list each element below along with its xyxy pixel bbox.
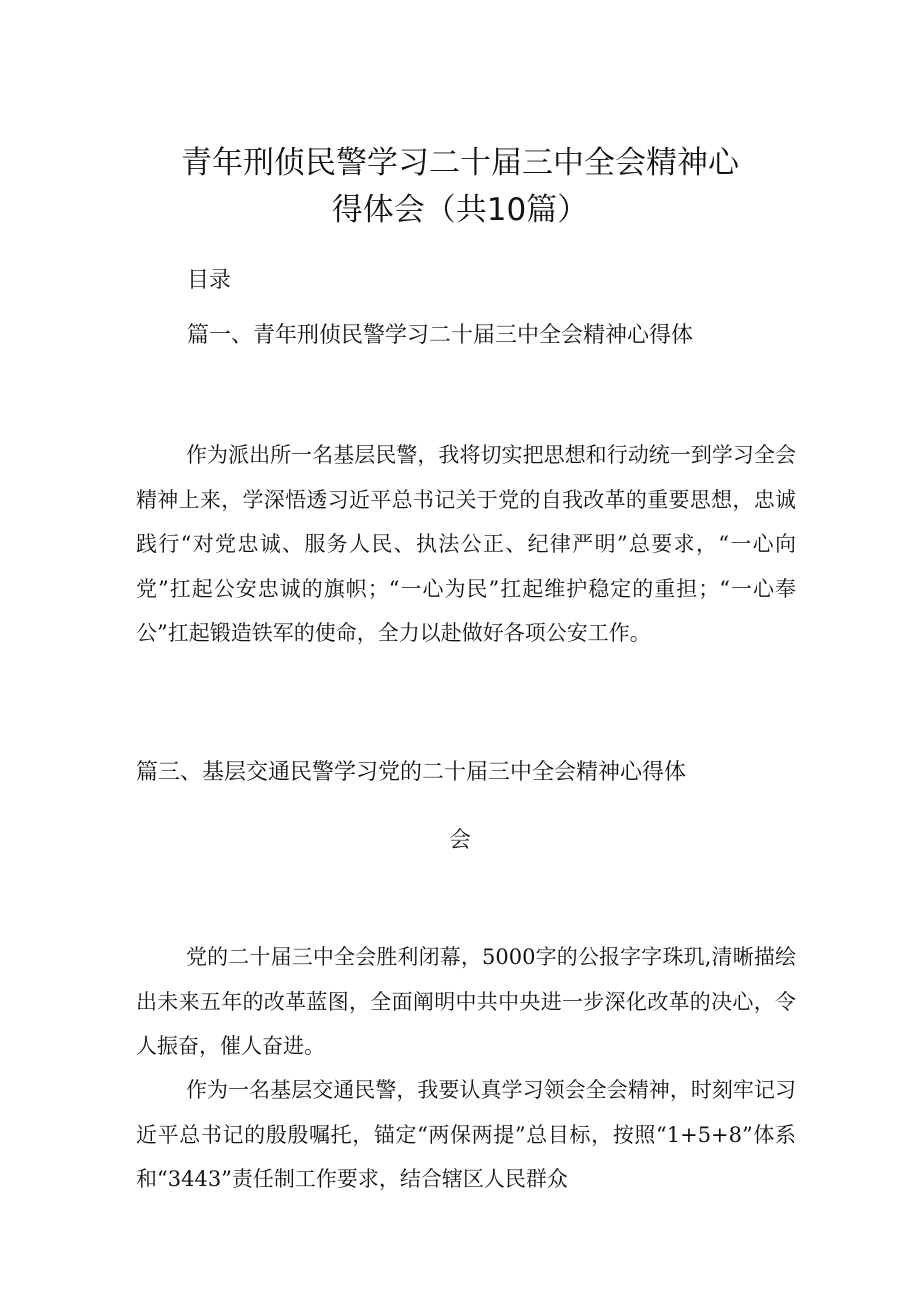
paragraph-3: 作为一名基层交通民警，我要认真学习领会全会精神，时刻牢记习近平总书记的殷殷嘱托，锚定“两保两提”总目标，按照“1+5+8”体系和“3443”责任制工作要求，结合辖区人民群众 [136, 1078, 796, 1191]
section-heading-3-continuation: 会 [448, 828, 471, 853]
document-title-line1: 青年刑侦民警学习二十届三中全会精神心 [181, 145, 739, 181]
section-heading-1: 篇一、青年刑侦民警学习二十届三中全会精神心得体 [187, 323, 694, 348]
toc-label: 目录 [187, 268, 232, 293]
paragraph-1: 作为派出所一名基层民警，我将切实把思想和行动统一到学习全会精神上来，学深悟透习近平总书记关于党的自我改革的重要思想，忠诚践行“对党忠诚、服务人民、执法公正、纪律严明”总要求，“一心向党”扛起公安忠诚的旗帜；“一心为民”扛起维护稳定的重担；“一心奉公”扛起锻造铁军的使命，全力以赴做好各项公安工作。 [136, 443, 796, 645]
document-title-line2: 得体会（共10篇） [331, 192, 589, 228]
section-heading-3: 篇三、基层交通民警学习党的二十届三中全会精神心得体 [136, 760, 687, 785]
paragraph-2: 党的二十届三中全会胜利闭幕，5000字的公报字字珠玑,清晰描绘出未来五年的改革蓝图，全面阐明中共中央进一步深化改革的决心，令人振奋，催人奋进。 [136, 945, 796, 1058]
